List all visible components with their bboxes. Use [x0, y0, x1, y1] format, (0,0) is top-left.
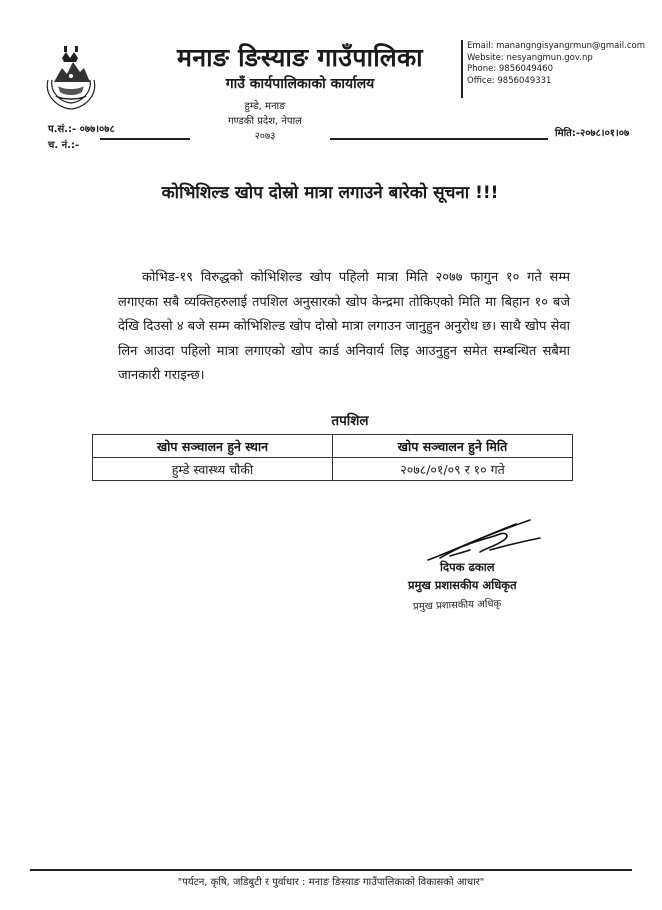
- municipality-name: मनाङ ङिस्याङ गाउँपालिका: [177, 43, 423, 72]
- signatory-name: दिपक ढकाल: [440, 560, 495, 574]
- contact-email: Email: manangngisyangrmun@gmail.com: [467, 41, 645, 51]
- government-emblem-icon: [40, 40, 102, 112]
- contact-phone: Phone: 9856049460: [467, 64, 553, 74]
- header-divider: [461, 40, 463, 98]
- column-header-date: खोप सञ्चालन हुने मिति: [333, 435, 573, 458]
- notice-title: कोभिशिल्ड खोप दोस्रो मात्रा लगाउने बारेको सूचना !!!: [161, 183, 499, 203]
- footer-rule: [30, 869, 632, 871]
- header-rule-right: [330, 138, 548, 140]
- footer-slogan: "पर्यटन, कृषि, जडिबुटी र पुर्वाधार : मनाङ ङिस्याङ गाउँपालिकाको विकासको आधार": [177, 877, 485, 888]
- column-header-location: खोप सञ्चालन हुने स्थान: [93, 435, 333, 458]
- contact-block: [467, 41, 657, 87]
- contact-office: Office: 9856049331: [467, 75, 552, 86]
- table-header-row: [93, 435, 573, 458]
- cell-location: हुम्डे स्वास्थ्य चौकी: [93, 458, 333, 481]
- established-year: २०७३: [254, 131, 276, 142]
- signatory-stamp: प्रमुख प्रशासकीय अधिकृ: [412, 598, 502, 613]
- address-line-1: हुम्डे, मनाङ: [244, 101, 286, 112]
- dispatch-number: च. नं.:-: [48, 140, 80, 151]
- office-name: गाउँ कार्यपालिकाको कार्यालय: [225, 76, 375, 92]
- vaccination-schedule-table: [92, 434, 573, 481]
- header-rule-left: [100, 138, 190, 140]
- signatory-title: प्रमुख प्रशासकीय अधिकृत: [408, 578, 517, 592]
- address-line-2: गण्डकी प्रदेश, नेपाल: [228, 116, 302, 127]
- letter-date: मिति:-२०७८।०१।०७: [555, 128, 630, 139]
- reference-number: प.सं.:- ०७७।०७८: [48, 124, 115, 135]
- notice-body: कोभिड-१९ विरुद्धको कोभिशिल्ड खोप पहिलो मात्रा मिति २०७७ फागुन १० गते सम्म लगाएका सबै व्यक्तिहरुलाई तपशिल अनुसारको खोप केन्द्रमा तोकिएको मिति मा बिहान १० बजे देखि दिउसो ४ बजे सम्म कोभिशिल्ड खोप दोस्रो मात्रा लगाउन जानुहुन अनुरोध छ। साथै खोप सेवा लिन आउदा पहिलो मात्रा लगाएको खोप कार्ड अनिवार्य लिइ आउनुहुन समेत सम्बन्धित सबैमा जानकारी गराइन्छ।: [118, 270, 570, 383]
- handwritten-signature: [420, 516, 545, 566]
- table-caption: तपशिल: [331, 413, 369, 429]
- table-row: [93, 458, 573, 481]
- contact-website: Website: nesyangmun.gov.np: [467, 52, 593, 63]
- cell-date: २०७८/०१/०९ र १० गते: [333, 458, 573, 481]
